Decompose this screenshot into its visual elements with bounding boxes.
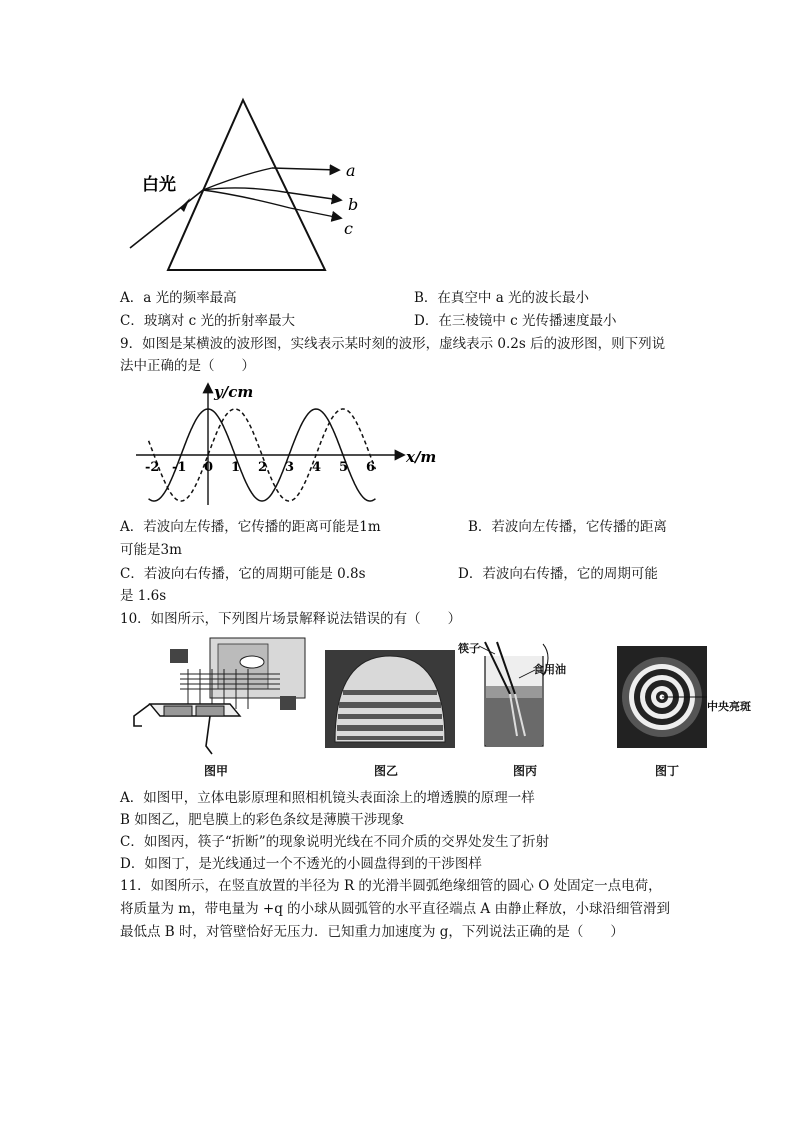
x-tick-label: 1	[231, 460, 241, 475]
x-tick-label: 2	[258, 460, 268, 475]
wave-graph	[128, 375, 438, 510]
q9-option-b-line1: B．若波向左传播，它传播的距离	[468, 519, 667, 535]
q10-option-a: A．如图甲，立体电影原理和照相机镜头表面涂上的增透膜的原理一样	[120, 790, 535, 806]
q10-option-d: D．如图丁，是光线通过一个不透光的小圆盘得到的干涉图样	[120, 856, 482, 872]
x-tick-label: 0	[204, 460, 214, 475]
x-tick-label: -1	[172, 460, 187, 475]
q8-option-c: C．玻璃对 c 光的折射率最大	[120, 313, 295, 329]
q11-stem-line2: 将质量为 m，带电量为 +q 的小球从圆弧管的水平直径端点 A 由静止释放，小球沿细管滑到	[120, 901, 670, 917]
q8-option-b: B．在真空中 a 光的波长最小	[414, 290, 590, 306]
figure-ding-rings	[617, 646, 707, 748]
x-tick-label: 4	[312, 460, 322, 475]
q8-option-a: A．a 光的频率最高	[120, 290, 237, 306]
figure-yi-caption: 图乙	[374, 764, 399, 778]
figure-jia-caption: 图甲	[204, 764, 229, 778]
x-tick-label: 5	[339, 460, 349, 475]
ray-c-internal	[203, 190, 290, 208]
q9-option-d-line2: 是 1.6s	[120, 588, 167, 604]
q10-stem: 10．如图所示，下列图片场景解释说法错误的有（ ）	[120, 611, 462, 627]
incident-ray-arrow	[180, 198, 190, 212]
figure-jia-3d-glasses	[130, 634, 310, 759]
q9-stem-line2: 法中正确的是（ ）	[120, 358, 255, 374]
q9-stem-line1: 9．如图是某横波的波形图，实线表示某时刻的波形，虚线表示 0.2s 后的波形图，则下列说	[120, 336, 666, 352]
central-bright-spot-label: 中央亮斑	[707, 700, 751, 713]
x-axis-label: x/m	[406, 448, 437, 466]
figure-yi-soap-film	[325, 650, 455, 748]
cooking-oil-label: 食用油	[533, 663, 566, 676]
chopsticks-label: 筷子	[458, 642, 480, 655]
x-tick-label: 6	[366, 460, 376, 475]
x-tick-label: 3	[285, 460, 295, 475]
ray-label-b: b	[348, 195, 359, 214]
ray-label-c: c	[344, 219, 353, 238]
q11-stem-line3: 最低点 B 时，对管壁恰好无压力．已知重力加速度为 g，下列说法正确的是（ ）	[120, 924, 624, 940]
figure-ding-caption: 图丁	[655, 764, 680, 778]
q10-option-b: B 如图乙，肥皂膜上的彩色条纹是薄膜干涉现象	[120, 812, 405, 828]
white-light-label: 白光	[142, 175, 176, 195]
incident-ray	[130, 190, 203, 248]
q8-option-d: D．在三棱镜中 c 光传播速度最小	[414, 313, 617, 329]
ray-a-internal	[203, 168, 272, 190]
q11-stem-line1: 11．如图所示，在竖直放置的半径为 R 的光滑半圆弧绝缘细管的圆心 O 处固定一点电荷，	[120, 878, 662, 894]
prism-triangle	[168, 100, 325, 270]
q9-option-c: C．若波向右传播，它的周期可能是 0.8s	[120, 566, 366, 582]
ray-a-exit	[272, 168, 338, 170]
ray-label-a: a	[346, 161, 356, 180]
prism-figure	[120, 90, 380, 280]
q9-option-b-line2: 可能是3m	[120, 542, 182, 558]
x-tick-label: -2	[145, 460, 160, 475]
y-axis-label: y/cm	[214, 383, 254, 401]
q10-option-c: C．如图丙，筷子“折断”的现象说明光线在不同介质的交界处发生了折射	[120, 834, 550, 850]
ray-b-exit	[284, 192, 340, 200]
q9-option-d-line1: D．若波向右传播，它的周期可能	[458, 566, 658, 582]
figure-bing-caption: 图丙	[513, 764, 538, 778]
q9-option-a: A．若波向左传播，它传播的距离可能是1m	[120, 519, 381, 535]
